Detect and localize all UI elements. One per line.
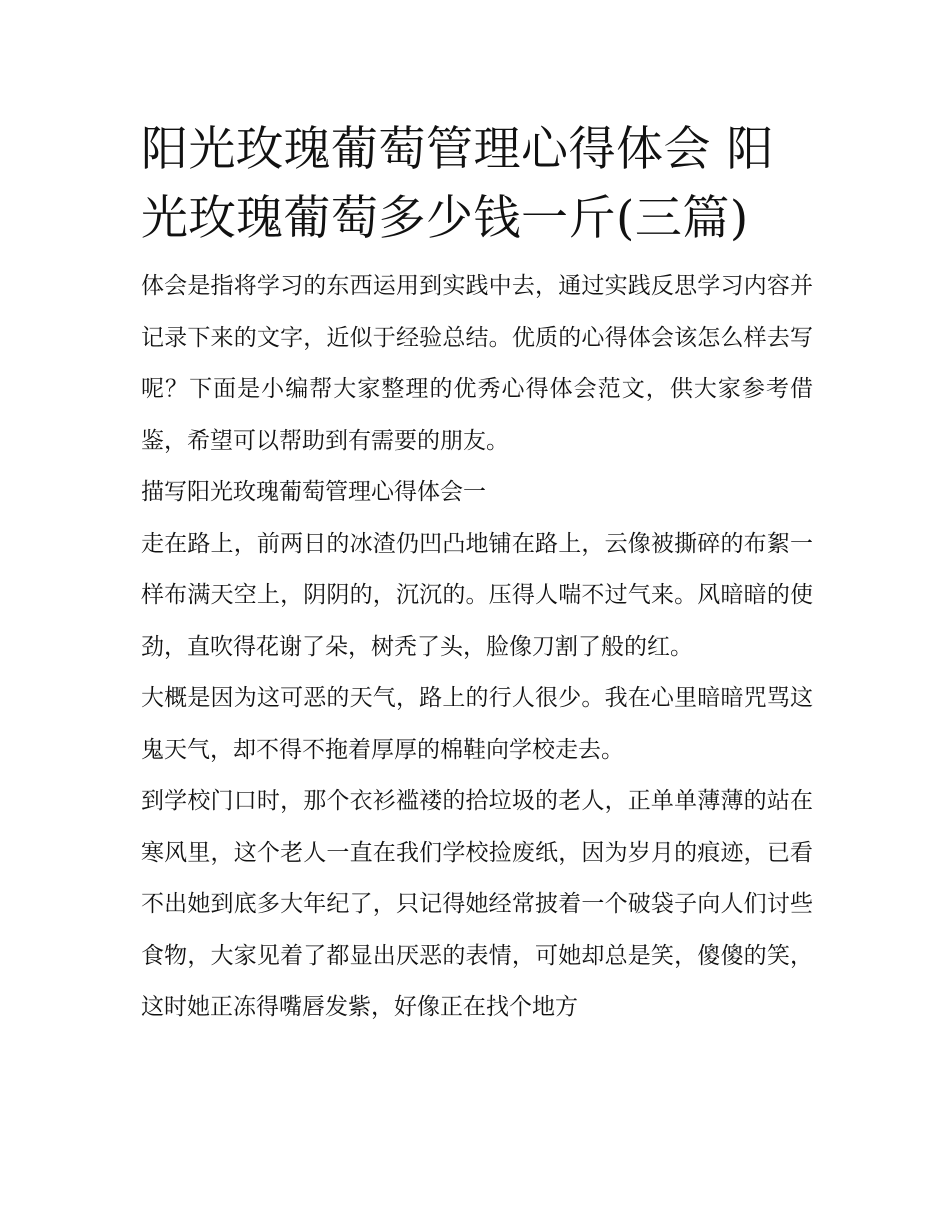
body-paragraph-2: 大概是因为这可恶的天气，路上的行人很少。我在心里暗暗咒骂这鬼天气，却不得不拖着厚厚的棉鞋向学校走去。 — [141, 685, 813, 763]
body-paragraph-3: 到学校门口时，那个衣衫褴褛的拾垃圾的老人，正单单薄薄的站在寒风里，这个老人一直在我们学校捡废纸，因为岁月的痕迹，已看不出她到底多大年纪了，只记得她经常披着一个破袋子向人们讨些食物，大家见着了都显出厌恶的表情，可她却总是笑，傻傻的笑，这时她正冻得嘴唇发紫，好像正在找个地方 — [141, 788, 813, 1020]
document-title: 阳光玫瑰葡萄管理心得体会 阳光玫瑰葡萄多少钱一斤(三篇) — [141, 122, 774, 246]
intro-paragraph: 体会是指将学习的东西运用到实践中去，通过实践反思学习内容并记录下来的文字，近似于经验总结。优质的心得体会该怎么样去写呢？下面是小编帮大家整理的优秀心得体会范文，供大家参考借鉴，希望可以帮助到有需要的朋友。 — [141, 273, 813, 454]
body-paragraph-1: 走在路上，前两日的冰渣仍凹凸地铺在路上，云像被撕碎的布絮一样布满天空上，阴阴的，沉沉的。压得人喘不过气来。风暗暗的使劲，直吹得花谢了朵，树秃了头，脸像刀割了般的红。 — [141, 530, 813, 660]
document-body — [141, 115, 813, 1034]
section-heading: 描写阳光玫瑰葡萄管理心得体会一 — [141, 479, 486, 505]
